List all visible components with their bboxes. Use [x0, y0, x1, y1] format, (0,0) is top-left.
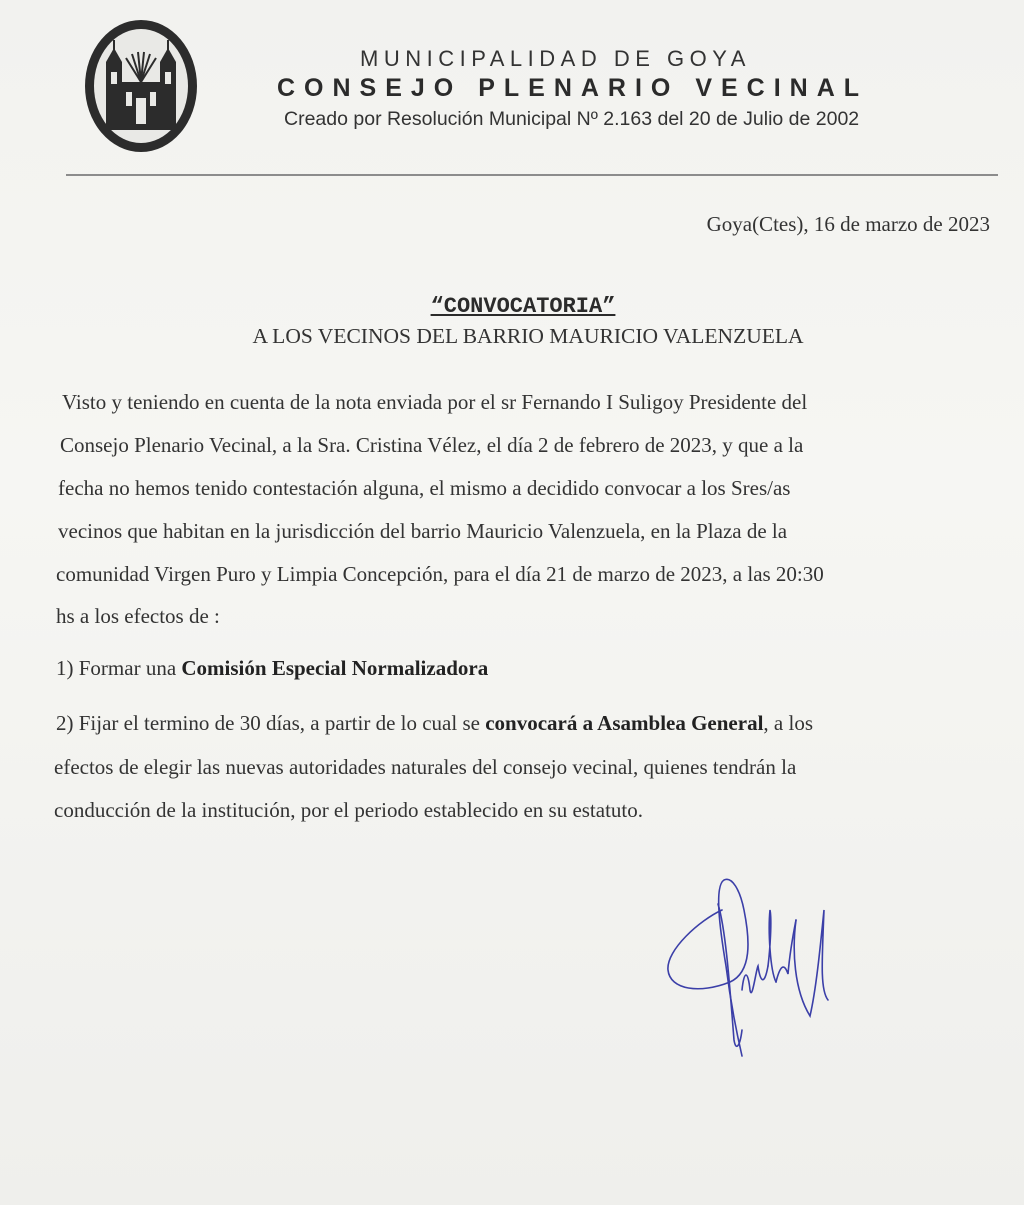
list-item-1-bold: Comisión Especial Normalizadora — [181, 656, 489, 680]
list-item-1 — [56, 656, 488, 681]
body-line: vecinos que habitan en la jurisdicción del barrio Mauricio Valenzuela, en la Plaza de la — [58, 519, 788, 543]
list-item-1-text: 1) Formar una — [56, 656, 182, 680]
list-item-2-line-3: conducción de la institución, por el periodo establecido en su estatuto. — [54, 798, 644, 822]
body-line: comunidad Virgen Puro y Limpia Concepción, para el día 21 de marzo de 2023, a las 20:30 — [56, 562, 824, 586]
church-seal-logo-icon — [82, 18, 200, 154]
list-item-2-suffix: , a los — [763, 711, 813, 735]
list-item-2-bold: convocará a Asamblea General — [485, 711, 764, 735]
creation-resolution: Creado por Resolución Municipal Nº 2.163 del 20 de Julio de 2002 — [284, 108, 860, 130]
date-line: Goya(Ctes), 16 de marzo de 2023 — [706, 212, 990, 236]
list-item-2-text: 2) Fijar el termino de 30 días, a partir de lo cual se — [56, 711, 486, 735]
council-name: CONSEJO PLENARIO VECINAL — [277, 74, 869, 102]
body-line: fecha no hemos tenido contestación alguna, el mismo a decidido convocar a los Sres/as — [58, 476, 791, 500]
document-title: “CONVOCATORIA” — [430, 294, 616, 319]
document-subtitle: A LOS VECINOS DEL BARRIO MAURICIO VALENZUELA — [252, 324, 804, 348]
list-item-2-line-2: efectos de elegir las nuevas autoridades naturales del consejo vecinal, quienes tendrán la — [54, 755, 797, 779]
body-line: hs a los efectos de : — [56, 604, 220, 628]
header-divider — [66, 174, 998, 176]
body-line: Consejo Plenario Vecinal, a la Sra. Cristina Vélez, el día 2 de febrero de 2023, y que a la — [60, 433, 804, 457]
list-item-2 — [56, 711, 813, 736]
handwritten-signature-icon — [660, 870, 850, 1070]
body-line: Visto y teniendo en cuenta de la nota enviada por el sr Fernando I Suligoy Presidente del — [62, 390, 808, 414]
municipality-name: MUNICIPALIDAD DE GOYA — [360, 46, 751, 71]
